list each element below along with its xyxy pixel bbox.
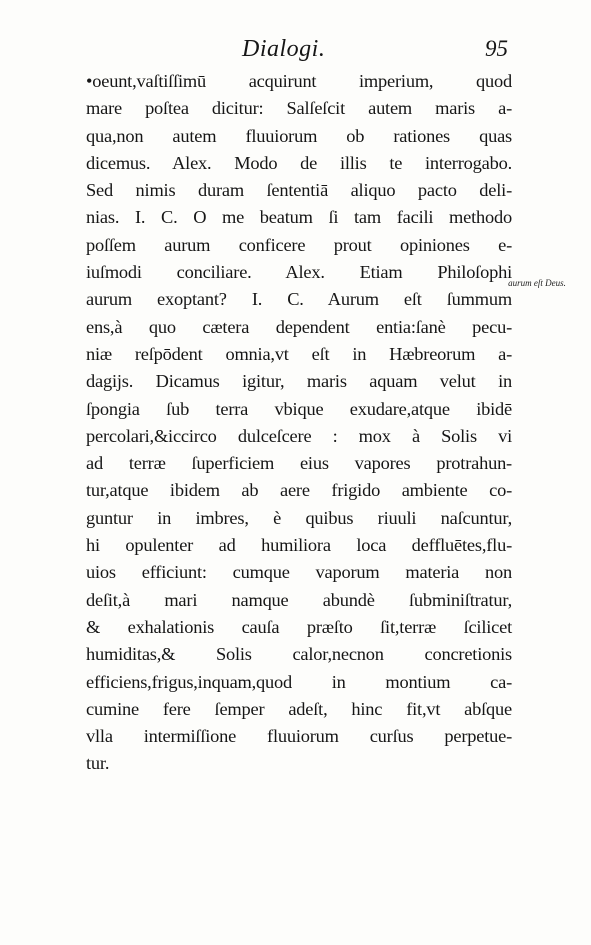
page-header: [86, 36, 516, 68]
margin-note: aurum eſt Deus.: [508, 278, 566, 288]
text-line: aurum exoptant? I. C. Aurum eſt ſummum: [86, 289, 512, 310]
text-line: mare poſtea dicitur: Salſeſcit autem maris a-: [86, 98, 512, 119]
text-line: poſſem aurum conficere prout opiniones e-: [86, 234, 512, 255]
text-line: qua,non autem fluuiorum ob rationes quas: [86, 125, 512, 146]
text-line: ſpongia ſub terra vbique exudare,atque ibidē: [86, 398, 512, 419]
running-title: Dialogi.: [242, 36, 326, 62]
text-line: vlla intermiſſione fluuiorum curſus perpetue-: [86, 726, 512, 747]
text-line: Sed nimis duram ſententiā aliquo pacto deli-: [86, 180, 512, 201]
page-number: 95: [485, 36, 508, 61]
text-line: deſit,à mari namque abundè ſubminiſtratur,: [86, 589, 512, 610]
text-line: niæ reſpōdent omnia,vt eſt in Hæbreorum a-: [86, 343, 512, 364]
text-line: humiditas,& Solis calor,necnon concretionis: [86, 644, 512, 665]
text-line: uios efficiunt: cumque vaporum materia non: [86, 562, 512, 583]
text-line: efficiens,frigus,inquam,quod in montium ca-: [86, 671, 512, 692]
text-line: dagijs. Dicamus igitur, maris aquam velut in: [86, 371, 512, 392]
text-line: •oeunt,vaſtiſſimū acquirunt imperium, quod: [86, 71, 512, 91]
text-line: ad terræ ſuperficiem eius vapores protrahun-: [86, 453, 512, 474]
text-line: & exhalationis cauſa præſto ſit,terræ ſcilicet: [86, 616, 512, 637]
text-line: cumine fere ſemper adeſt, hinc fit,vt abſque: [86, 698, 512, 719]
text-line: percolari,&iccirco dulceſcere : mox à Solis vi: [86, 425, 512, 446]
text-line: guntur in imbres, è quibus riuuli naſcuntur,: [86, 507, 512, 528]
body-text: [86, 68, 512, 778]
text-line: dicemus. Alex. Modo de illis te interrogabo.: [86, 152, 512, 173]
text-line: tur,atque ibidem ab aere frigido ambiente co-: [86, 480, 512, 501]
text-line: ens,à quo cætera dependent entia:ſanè pecu-: [86, 316, 512, 337]
text-line: tur.: [86, 753, 110, 774]
text-line: hi opulenter ad humiliora loca deffluētes,flu-: [86, 535, 512, 556]
text-line: nias. I. C. O me beatum ſi tam facili methodo: [86, 207, 512, 228]
text-line: iuſmodi conciliare. Alex. Etiam Philoſophi: [86, 262, 512, 283]
